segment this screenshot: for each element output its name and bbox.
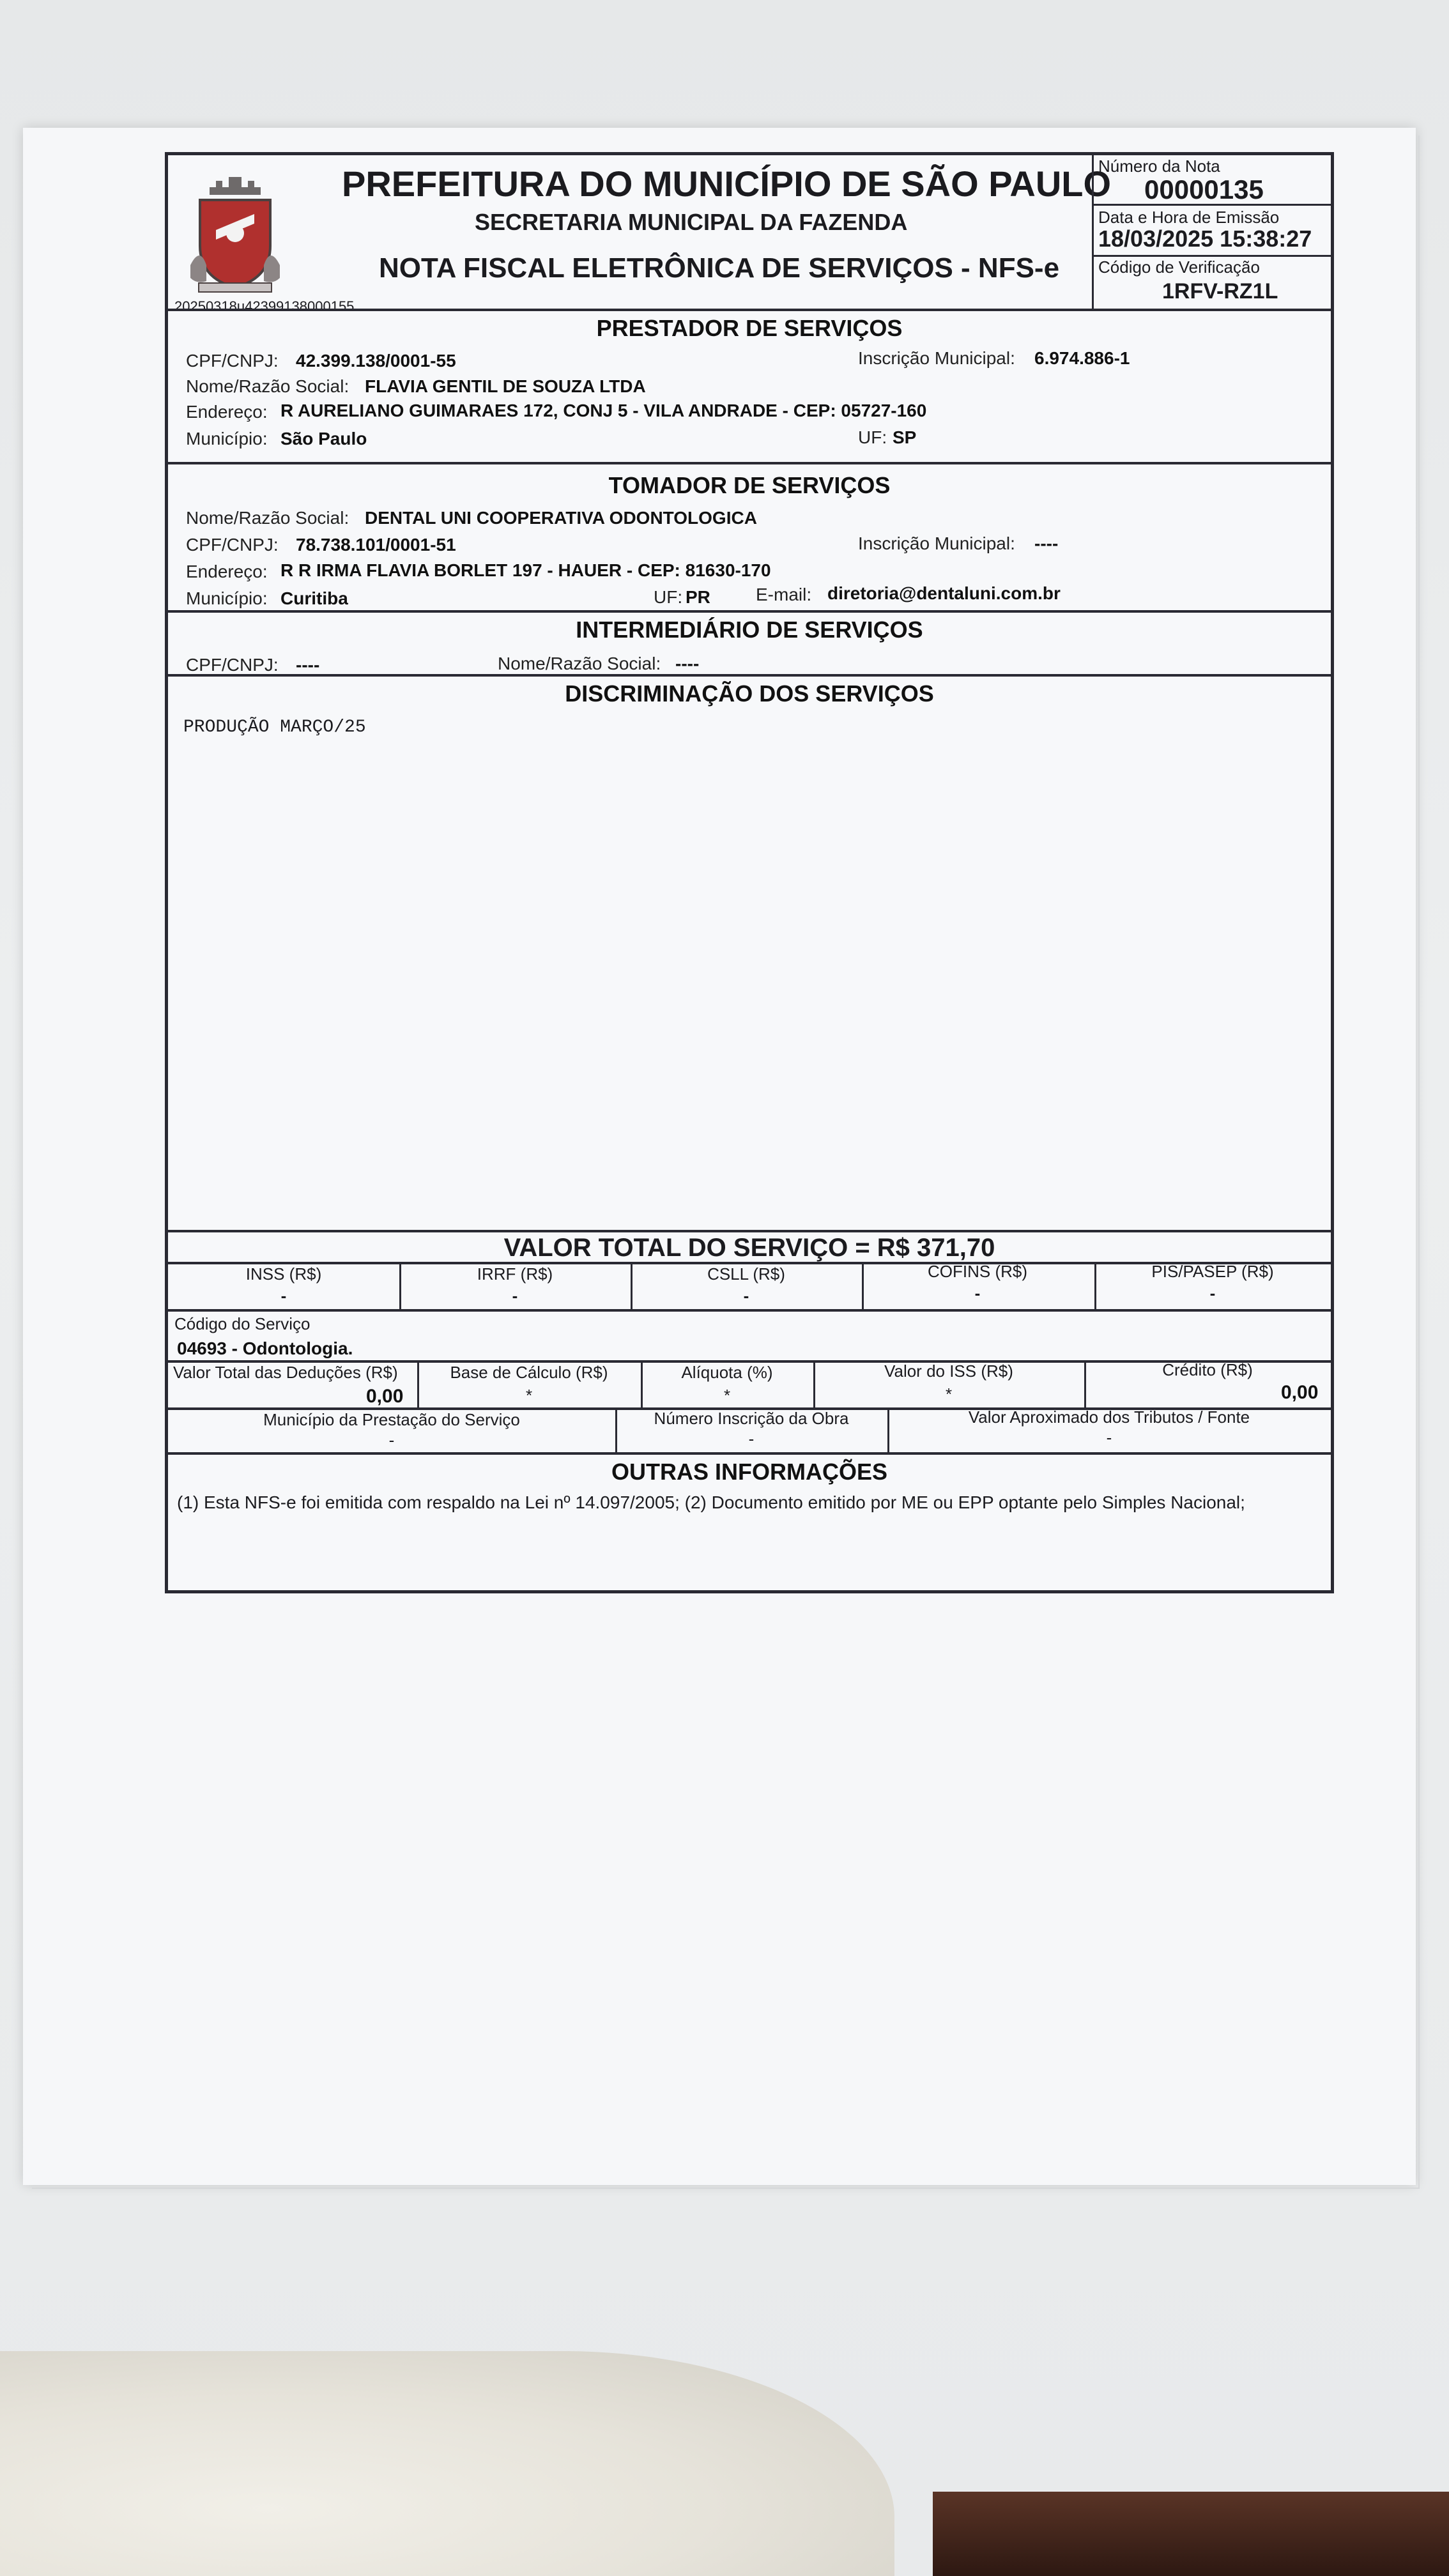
municipio-prestacao-value: - (388, 1430, 395, 1450)
valor-iss-label: Valor do ISS (R$) (884, 1361, 1013, 1381)
tomador-uf-label: UF: (654, 587, 683, 607)
pis-label: PIS/PASEP (R$) (1151, 1262, 1274, 1281)
base-calculo-label: Base de Cálculo (R$) (450, 1363, 608, 1382)
verificacao-value: 1RFV-RZ1L (1162, 279, 1278, 303)
inss-value: - (280, 1286, 287, 1305)
brasao-sao-paulo-icon (187, 169, 283, 294)
credito-label: Crédito (R$) (1162, 1360, 1253, 1379)
nota-fiscal-title: NOTA FISCAL ELETRÔNICA DE SERVIÇOS - NFS-e (379, 252, 1060, 284)
codigo-servico-label: Código do Serviço (174, 1314, 310, 1333)
calculo-row (168, 1360, 1331, 1407)
tomador-im-label: Inscrição Municipal: (858, 533, 1015, 553)
irrf-label: IRRF (R$) (477, 1264, 553, 1284)
tributos-fonte-label: Valor Aproximado dos Tributos / Fonte (968, 1407, 1250, 1427)
intermediario-nome-label: Nome/Razão Social: (498, 654, 661, 673)
prestador-title: PRESTADOR DE SERVIÇOS (596, 315, 903, 341)
irrf-value: - (512, 1286, 518, 1305)
intermediario-cpf: ---- (296, 655, 320, 675)
base-calculo-value: * (525, 1386, 533, 1405)
prefeitura-title: PREFEITURA DO MUNICÍPIO DE SÃO PAULO (342, 164, 1112, 204)
csll-label: CSLL (R$) (707, 1264, 785, 1284)
deducoes-label: Valor Total das Deduções (R$) (173, 1363, 398, 1382)
prestador-nome: FLAVIA GENTIL DE SOUZA LTDA (365, 376, 646, 396)
prestador-im: 6.974.886-1 (1034, 348, 1130, 368)
tomador-im: ---- (1034, 533, 1059, 553)
table-surface (933, 2492, 1449, 2576)
prestador-cpf-label: CPF/CNPJ: (186, 351, 279, 371)
credito-value: 0,00 (1281, 1382, 1319, 1403)
prestador-endereco-label: Endereço: (186, 402, 268, 422)
numero-nota-value: 00000135 (1144, 174, 1264, 204)
tributos-row (168, 1262, 1331, 1309)
codigo-barras-texto: 20250318u42399138000155 (174, 298, 355, 314)
nfse-document (165, 152, 1334, 1593)
deducoes-value: 0,00 (366, 1386, 404, 1407)
tomador-municipio-label: Município: (186, 588, 268, 608)
prestador-uf-label: UF: (858, 427, 887, 447)
tomador-title: TOMADOR DE SERVIÇOS (608, 472, 891, 498)
tomador-cpf: 78.738.101/0001-51 (296, 535, 456, 555)
valor-total: VALOR TOTAL DO SERVIÇO = R$ 371,70 (503, 1234, 995, 1262)
emissao-value: 18/03/2025 15:38:27 (1098, 226, 1312, 252)
outras-title: OUTRAS INFORMAÇÕES (611, 1459, 887, 1485)
cofins-value: - (974, 1284, 981, 1303)
intermediario-title: INTERMEDIÁRIO DE SERVIÇOS (576, 617, 923, 643)
inss-label: INSS (R$) (245, 1264, 322, 1284)
tomador-nome: DENTAL UNI COOPERATIVA ODONTOLOGICA (365, 508, 757, 528)
secretaria-subtitle: SECRETARIA MUNICIPAL DA FAZENDA (475, 209, 908, 235)
intermediario-nome: ---- (675, 654, 700, 673)
outras-texto: (1) Esta NFS-e foi emitida com respaldo na Lei nº 14.097/2005; (2) Documento emitido por ME ou EPP optante pelo Simples Nacional; (177, 1492, 1245, 1512)
prestador-uf: SP (893, 427, 917, 447)
pis-value: - (1209, 1284, 1216, 1303)
discriminacao-title: DISCRIMINAÇÃO DOS SERVIÇOS (565, 680, 934, 707)
inscricao-obra-label: Número Inscrição da Obra (654, 1409, 849, 1428)
aliquota-label: Alíquota (%) (681, 1363, 773, 1382)
tomador-email-label: E-mail: (756, 585, 812, 604)
verificacao-label: Código de Verificação (1098, 257, 1260, 277)
header-divider (1092, 155, 1094, 309)
tomador-municipio: Curitiba (280, 588, 348, 608)
prestador-im-label: Inscrição Municipal: (858, 348, 1015, 368)
valor-iss-value: * (945, 1384, 953, 1404)
tomador-endereco-label: Endereço: (186, 562, 268, 581)
municipio-prestacao-label: Município da Prestação do Serviço (263, 1410, 520, 1429)
inscricao-obra-value: - (748, 1429, 755, 1448)
csll-value: - (743, 1286, 749, 1305)
tomador-nome-label: Nome/Razão Social: (186, 508, 349, 528)
intermediario-cpf-label: CPF/CNPJ: (186, 655, 279, 675)
prestador-cpf: 42.399.138/0001-55 (296, 351, 456, 371)
tributos-fonte-value: - (1106, 1428, 1112, 1447)
prestador-municipio-label: Município: (186, 429, 268, 448)
tomador-uf: PR (686, 587, 710, 607)
codigo-servico-value: 04693 - Odontologia. (177, 1338, 353, 1358)
prestador-nome-label: Nome/Razão Social: (186, 376, 349, 396)
aliquota-value: * (723, 1386, 731, 1405)
discriminacao-texto: PRODUÇÃO MARÇO/25 (183, 717, 366, 737)
emissao-label: Data e Hora de Emissão (1098, 208, 1280, 227)
fabric-foreground (0, 2351, 894, 2576)
tomador-cpf-label: CPF/CNPJ: (186, 535, 279, 555)
tomador-endereco: R R IRMA FLAVIA BORLET 197 - HAUER - CEP: 81630-170 (280, 560, 771, 580)
prestador-municipio: São Paulo (280, 429, 367, 448)
tomador-email: diretoria@dentaluni.com.br (827, 583, 1061, 603)
numero-nota-label: Número da Nota (1098, 157, 1220, 176)
prestacao-row (168, 1407, 1331, 1452)
prestador-endereco: R AURELIANO GUIMARAES 172, CONJ 5 - VILA ANDRADE - CEP: 05727-160 (280, 401, 927, 420)
cofins-label: COFINS (R$) (928, 1262, 1027, 1281)
